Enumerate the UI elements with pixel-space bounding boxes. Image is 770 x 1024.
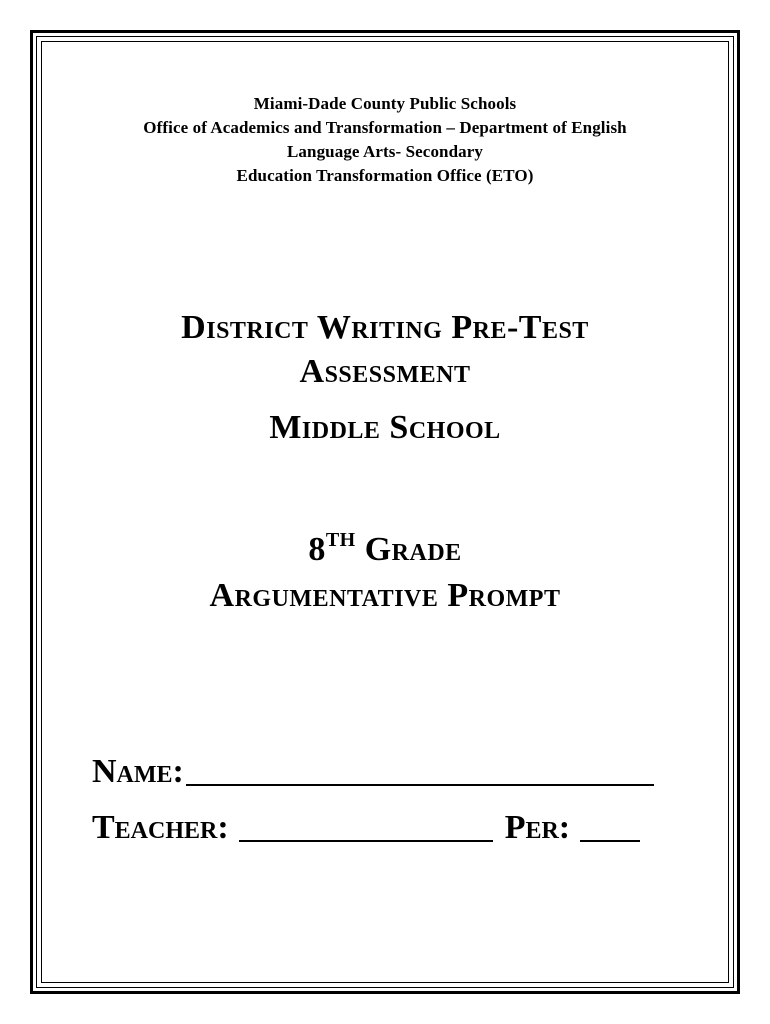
teacher-period-field [92, 808, 640, 848]
grade-number: 8 [308, 531, 326, 568]
name-field [92, 752, 654, 792]
prompt-type: Argumentative Prompt [209, 577, 561, 614]
header-department: Language Arts- Secondary [286, 142, 483, 161]
grade-suffix: TH [325, 529, 356, 551]
header-district: Miami-Dade County Public Schools [253, 94, 517, 113]
document-header [60, 92, 710, 188]
header-office: Office of Academics and Transformation – Department of English [143, 118, 627, 137]
name-blank-line[interactable] [186, 754, 654, 786]
title-line-1: District Writing Pre-Test [181, 309, 589, 346]
period-label: Per: [504, 809, 571, 846]
title-line-2: Assessment [299, 353, 471, 390]
header-eto: Education Transformation Office (ETO) [236, 166, 534, 185]
name-label: Name: [92, 753, 184, 790]
teacher-label: Teacher: [92, 809, 229, 846]
grade-heading [60, 520, 710, 570]
grade-word: Grade [364, 531, 462, 568]
period-blank-line[interactable] [580, 810, 640, 842]
school-level: Middle School [269, 409, 501, 446]
teacher-blank-line[interactable] [239, 810, 493, 842]
